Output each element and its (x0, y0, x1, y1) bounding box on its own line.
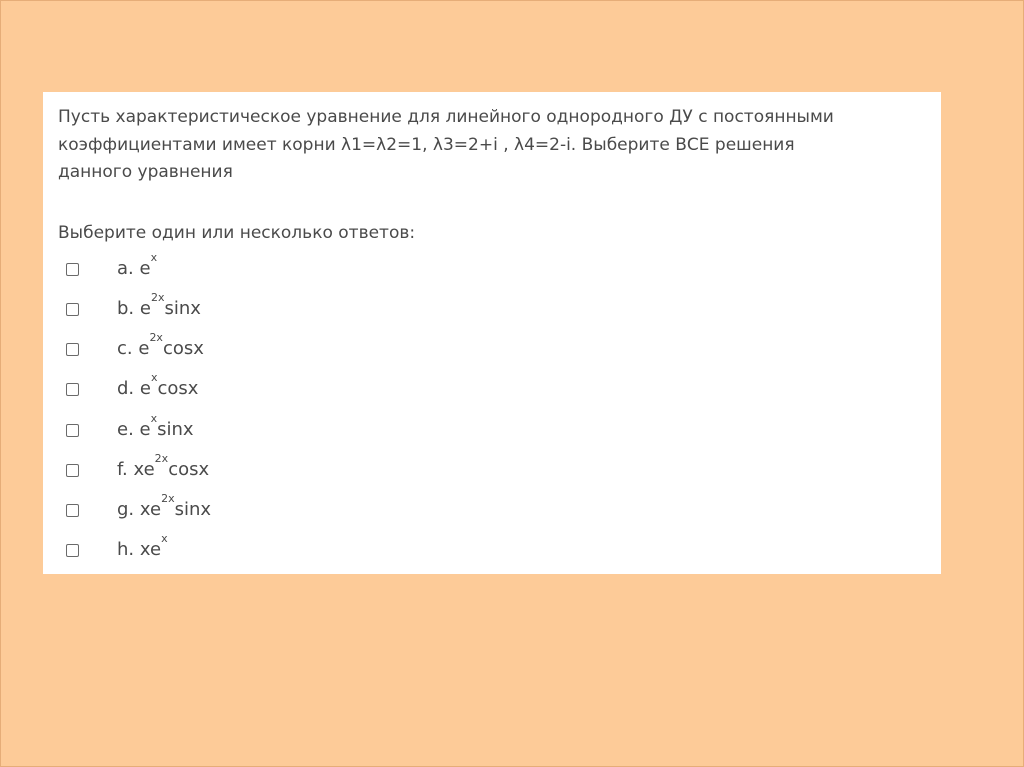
option-e-checkbox[interactable] (66, 424, 79, 437)
option-h-label[interactable]: h. $xe^x$ (117, 532, 168, 560)
question-line-1: Пусть характеристическое уравнение для линейного однородного ДУ с постоянными (58, 107, 834, 127)
option-f-label[interactable]: f. $xe^{2x}\cos x$ (117, 452, 210, 480)
option-f-checkbox[interactable] (66, 464, 79, 477)
option-h-checkbox[interactable] (66, 544, 79, 557)
option-g-label[interactable]: g. $xe^{2x}\sin x$ (117, 492, 212, 520)
option-d-checkbox[interactable] (66, 383, 79, 396)
option-c-checkbox[interactable] (66, 343, 79, 356)
option-d[interactable] (43, 371, 643, 414)
option-h[interactable] (43, 532, 643, 575)
option-e-label[interactable]: e. $e^x\sin x$ (117, 412, 194, 440)
option-g[interactable] (43, 492, 643, 535)
option-c[interactable] (43, 331, 643, 374)
answer-prompt: Выберите один или несколько ответов: (58, 223, 416, 243)
option-a-checkbox[interactable] (66, 263, 79, 276)
option-c-label[interactable]: c. $e^{2x}\cos x$ (117, 331, 204, 359)
question-text (58, 104, 918, 187)
option-a-label[interactable]: a. $e^x$ (117, 251, 158, 279)
option-a[interactable] (43, 251, 643, 294)
option-b-checkbox[interactable] (66, 303, 79, 316)
option-f[interactable] (43, 452, 643, 495)
question-line-3: данного уравнения (58, 162, 233, 182)
option-b[interactable] (43, 291, 643, 334)
option-e[interactable] (43, 412, 643, 455)
option-g-checkbox[interactable] (66, 504, 79, 517)
option-b-label[interactable]: b. $e^{2x}\sin x$ (117, 291, 201, 319)
question-line-2: коэффициентами имеет корни λ1=λ2=1, λ3=2+i , λ4=2-i. Выберите ВСЕ решения (58, 134, 795, 155)
question-card (43, 92, 941, 574)
option-d-label[interactable]: d. $e^x\cos x$ (117, 371, 199, 399)
